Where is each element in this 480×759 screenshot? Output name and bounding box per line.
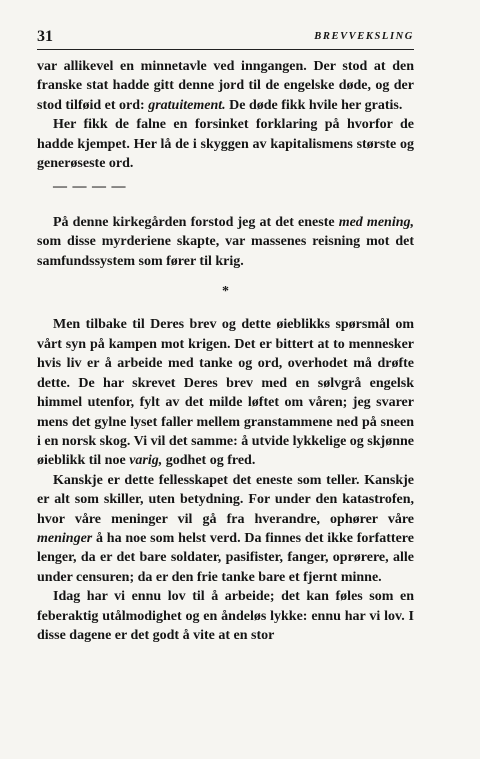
section-asterisk: * <box>222 284 229 300</box>
emphasis-varig: varig, <box>129 453 163 469</box>
emphasis-meninger: meninger <box>37 530 93 546</box>
paragraph-4: Men tilbake til Deres brev og dette øieblikks spørsmål om vårt syn på kampen mot krigen. Det er bittert at to mennesker hvis liv er å arbeide med tanke og ord, overhodet må drøfte dette. De har skrevet Deres brev med en sølvgrå engelsk himmel utenfor, fylt av det milde løftet om våren; jeg svarer mens det gylne lyset faller mellem granstammene ned på sneen i en norsk skog. Vi vil det samme: å utvide lykkelige og skjønne øieblikk til noe varig, godhet og fred. <box>37 317 414 469</box>
paragraph-6: Idag har vi ennu lov til å arbeide; det kan føles som en feberaktig utålmodighet og en åndeløs lykke: ennu har vi lov. I disse dagene er det godt å vite at en stor <box>37 589 414 643</box>
emphasis-gratuitement: gratuitement. <box>148 97 226 113</box>
header-rule <box>37 49 414 50</box>
paragraph-5: Kanskje er dette fellesskapet det eneste som teller. Kanskje er alt som skiller, uten betydning. For under den katastrofen, hvor våre meninger vil gå fra hverandre, ophører våre meninger å ha noe som helst verd. Da finnes det ikke forfattere lenger, da er det bare soldater, pasifister, fanger, oprørere, alle under censuren; da er den frie tanke bare et fjernt minne. <box>37 472 414 585</box>
paragraph-2: Her fikk de falne en forsinket forklaring på hvorfor de hadde kjempet. Her lå de i skyggen av kapitalismens største og generøseste ord. <box>37 117 414 172</box>
body-text <box>37 57 414 645</box>
page-number: 31 <box>37 28 53 45</box>
running-title: BREVVEKSLING <box>314 31 414 42</box>
paragraph-3: På denne kirkegården forstod jeg at det eneste med mening, som disse myrderiene skapte, var massenes reisning mot det samfundssystem som fører til krig. <box>37 214 414 269</box>
section-dashes: — — — — <box>53 179 127 195</box>
paragraph-1: var allikevel en minnetavle ved inngangen. Der stod at den franske stat hadde gitt denne jord til de engelske døde, og der stod tilføid et ord: gratuitement. De døde fikk hvile her gratis. <box>37 59 414 113</box>
emphasis-med-mening: med mening, <box>338 214 414 230</box>
